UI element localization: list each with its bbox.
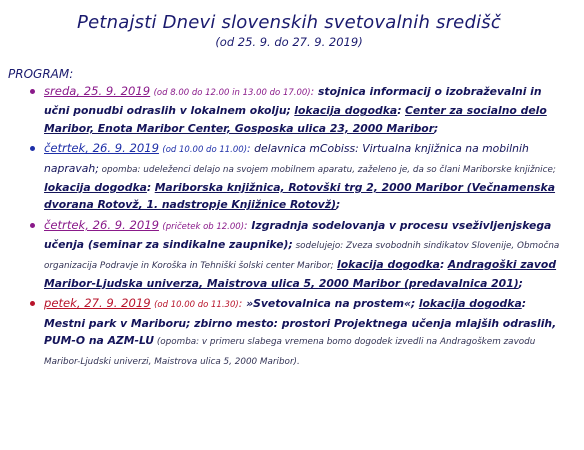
event-description: stojnica informacij o izobraževalni in učni ponudbi odraslih v lokalnem okolju; (44, 85, 542, 118)
event-end: ; (518, 277, 523, 291)
event-separator: : (244, 218, 248, 232)
event-item (32, 83, 570, 137)
bullet-icon (30, 146, 35, 151)
location-address-link[interactable]: Andragoški zavod Maribor-Ljudska univerza, Maistrova ulica 5, 2000 Maribor (predavalnica 201) (44, 257, 557, 291)
event-separator: : (238, 297, 243, 311)
event-date: četrtek, 26. 9. 2019 (44, 217, 159, 232)
location-colon: : (439, 257, 445, 271)
event-end: ; (336, 198, 341, 212)
document-subtitle: (od 25. 9. do 27. 9. 2019) (215, 35, 363, 49)
event-note: (opomba: v primeru slabega vremena bomo dogodek izvedli na Andragoškem zavodu Maribor-Ljudski univerzi, Maistrova ulica 5, 2000 Maribor). (44, 337, 536, 367)
document-title: Petnajsti Dnevi slovenskih svetovalnih središč (77, 12, 501, 33)
location-label-link[interactable]: lokacija dogodka (44, 181, 147, 195)
bullet-icon (30, 89, 35, 94)
event-end: ; (434, 121, 439, 135)
event-time: (od 10.00 do 11.00) (162, 145, 248, 156)
event-date: četrtek, 26. 9. 2019 (44, 141, 159, 156)
location-colon: : (146, 181, 152, 195)
event-separator: : (310, 85, 315, 98)
event-note: opomba: udeleženci delajo na svojem mobilnem aparatu, zaželeno je, da so člani Mariborske knjižnice; (98, 164, 556, 175)
event-time: (od 10.00 do 11.30) (154, 300, 239, 311)
event-date: petek, 27. 9. 2019 (44, 296, 151, 311)
bullet-icon (30, 301, 35, 306)
event-separator: : (247, 142, 251, 156)
event-description: delavnica mCobiss: Virtualna knjižnica na mobilnih napravah; (44, 142, 529, 175)
bullet-icon (30, 223, 35, 228)
event-description: »Svetovalnica na prostem«; (242, 297, 416, 311)
location-label-link[interactable]: lokacija dogodka (337, 257, 440, 271)
location-colon: : (521, 297, 527, 311)
event-description: Izgradnja sodelovanja v procesu vseživljenjskega učenja (seminar za sindikalne zaupnike); (44, 218, 552, 252)
event-item (32, 295, 570, 371)
location-address: Mestni park v Mariboru; zbirno mesto: prostori Projektnega učenja mlajših odraslih, PUM-O na AZM-LU (44, 316, 557, 348)
event-time: (od 8.00 do 12.00 in 13.00 do 17.00) (153, 88, 311, 98)
event-date: sreda, 25. 9. 2019 (44, 84, 151, 98)
location-label-link[interactable]: lokacija dogodka (294, 104, 398, 118)
location-address-link[interactable]: Center za socialno delo Maribor, Enota Maribor Center, Gosposka ulica 23, 2000 Maribor (44, 104, 547, 135)
location-address-link[interactable]: Mariborska knjižnica, Rotovški trg 2, 2000 Maribor (Večnamenska dvorana Rotovž, 1. nadstropje Knjižnice Rotovž) (44, 181, 556, 212)
location-colon: : (397, 104, 402, 118)
program-heading: PROGRAM: (8, 67, 74, 81)
event-note: sodelujejo: Zveza svobodnih sindikatov Slovenije, Območna organizacija Podravje in Koroška in Tehniški šolski center Maribor; (44, 241, 560, 271)
event-list (8, 83, 570, 371)
location-label-link[interactable]: lokacija dogodka (418, 297, 522, 311)
event-time: (pričetek ob 12.00) (162, 221, 245, 232)
event-item (32, 217, 570, 293)
event-item (32, 140, 570, 214)
